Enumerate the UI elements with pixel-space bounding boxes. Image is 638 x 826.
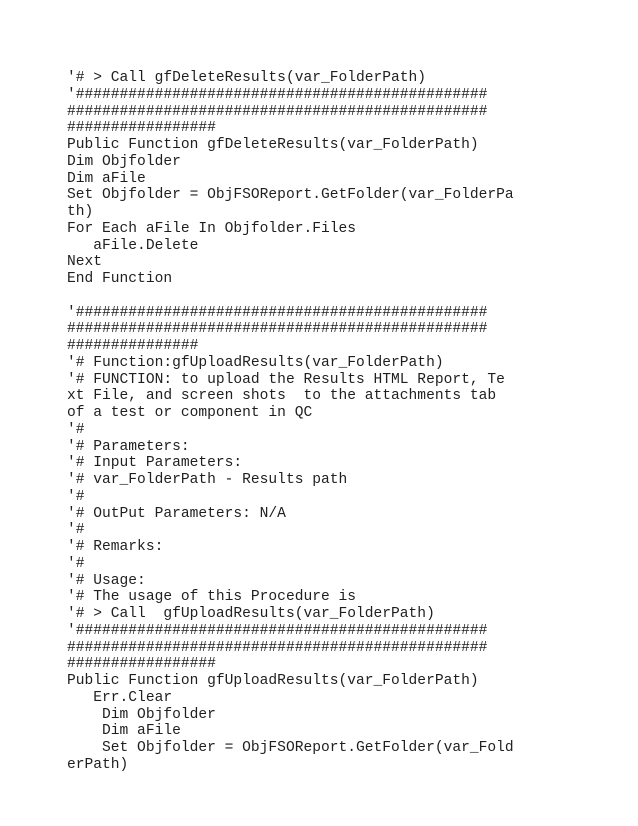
code-line: Set Objfolder = ObjFSOReport.GetFolder(var_Fold bbox=[67, 740, 514, 756]
code-line: '# bbox=[67, 522, 85, 539]
code-line: '############################################### bbox=[67, 304, 488, 321]
code-line: Err.Clear bbox=[67, 689, 173, 706]
code-line: '# Parameters: bbox=[67, 438, 190, 455]
code-line: '# OutPut Parameters: N/A bbox=[67, 505, 286, 522]
code-line: Dim aFile bbox=[67, 723, 181, 740]
code-line: ################# bbox=[67, 120, 216, 137]
code-line: Public Function gfUploadResults(var_FolderPath) bbox=[67, 673, 479, 689]
code-line: ################################################ bbox=[67, 321, 488, 338]
code-line: For Each aFile In Objfolder.Files bbox=[67, 220, 357, 237]
code-line: Set Objfolder = ObjFSOReport.GetFolder(var_FolderPa bbox=[67, 187, 514, 204]
code-line: End Function bbox=[67, 271, 173, 287]
code-line: ############### bbox=[67, 338, 199, 354]
code-line: '# bbox=[67, 421, 85, 438]
code-line bbox=[67, 288, 627, 305]
code-line: '# FUNCTION: to upload the Results HTML Report, Te bbox=[67, 371, 505, 388]
code-line: erPath) bbox=[67, 756, 129, 773]
code-line: '############################################### bbox=[67, 86, 488, 103]
code-line: '# Remarks: bbox=[67, 539, 164, 555]
code-line: '# > Call gfDeleteResults(var_FolderPath) bbox=[67, 70, 427, 86]
code-listing bbox=[67, 70, 627, 774]
code-line: '# Input Parameters: bbox=[67, 455, 243, 472]
code-line: '# Function:gfUploadResults(var_FolderPath) bbox=[67, 354, 444, 371]
code-line: '# bbox=[67, 555, 85, 572]
code-line: '# The usage of this Procedure is bbox=[67, 589, 357, 606]
code-line: Next bbox=[67, 254, 103, 271]
code-line: of a test or component in QC bbox=[67, 405, 313, 421]
code-line: '# var_FolderPath - Results path bbox=[67, 472, 348, 488]
code-line: Dim aFile bbox=[67, 170, 146, 187]
code-line: '# Usage: bbox=[67, 572, 146, 589]
code-line: xt File, and screen shots to the attachments tab bbox=[67, 388, 497, 405]
code-line: ################################################ bbox=[67, 103, 488, 120]
code-line: '# > Call gfUploadResults(var_FolderPath) bbox=[67, 606, 435, 622]
code-line: '# bbox=[67, 488, 85, 505]
code-line: '############################################### bbox=[67, 622, 488, 639]
code-line: th) bbox=[67, 204, 94, 220]
code-line: ################################################ bbox=[67, 639, 488, 656]
code-line: ################# bbox=[67, 656, 216, 673]
code-line: Public Function gfDeleteResults(var_FolderPath) bbox=[67, 137, 479, 153]
code-line: Dim Objfolder bbox=[67, 153, 181, 170]
code-line: aFile.Delete bbox=[67, 237, 199, 254]
code-line: Dim Objfolder bbox=[67, 706, 216, 723]
